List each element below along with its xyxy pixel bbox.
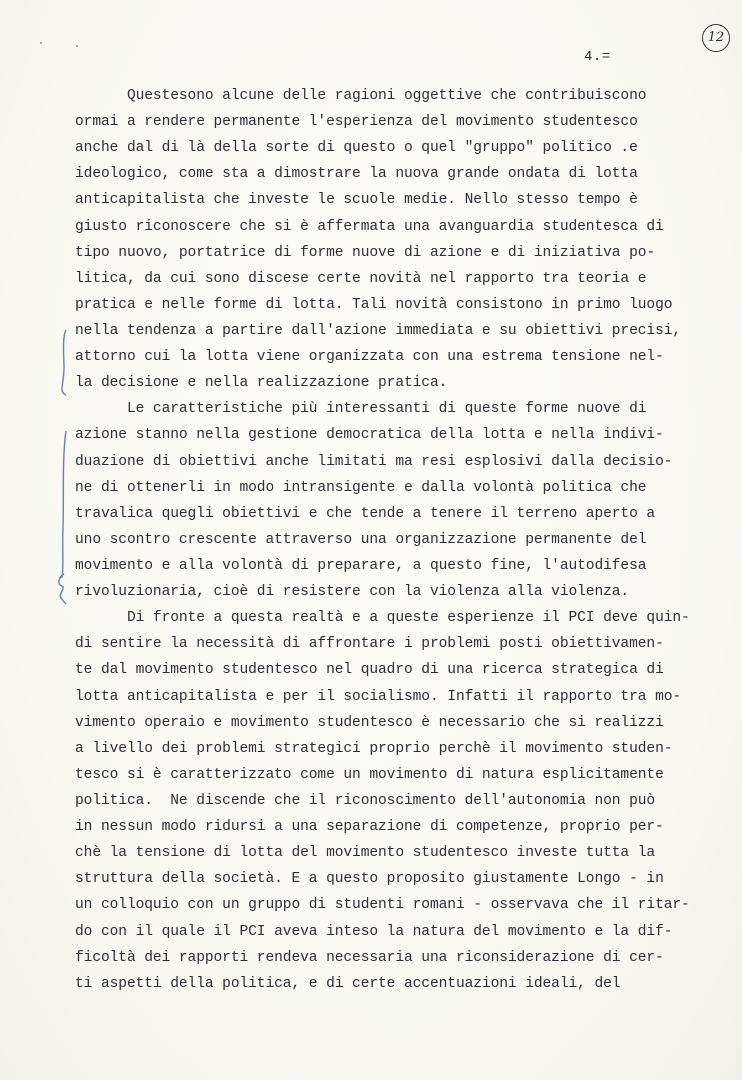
text-line: te dal movimento studentesco nel quadro di una ricerca strategica di bbox=[75, 662, 664, 679]
text-line: ormai a rendere permanente l'esperienza del movimento studentesco bbox=[75, 114, 638, 131]
text-line: di sentire la necessità di affrontare i problemi posti obiettivamen- bbox=[75, 636, 664, 653]
text-line: struttura della società. E a questo proposito giustamente Longo - in bbox=[75, 871, 664, 888]
body-text bbox=[75, 83, 715, 997]
text-line: azione stanno nella gestione democratica della lotta e nella indivi- bbox=[75, 427, 664, 444]
text-line: ficoltà dei rapporti rendeva necessaria una riconsiderazione di cer- bbox=[75, 949, 664, 966]
text-line: Questesono alcune delle ragioni oggettive che contribuiscono bbox=[75, 88, 647, 104]
text-line: attorno cui la lotta viene organizzata con una estrema tensione nel- bbox=[75, 349, 664, 366]
text-line: a livello dei problemi strategici proprio perchè il movimento studen- bbox=[75, 740, 673, 757]
text-line: duazione di obiettivi anche limitati ma resi esplosivi dalla decisio- bbox=[75, 453, 673, 470]
margin-bracket-1 bbox=[56, 327, 76, 397]
text-line: anche dal di là della sorte di questo o quel "gruppo" politico .e bbox=[75, 140, 638, 157]
text-line: politica. Ne discende che il riconoscimento dell'autonomia non può bbox=[75, 792, 656, 809]
text-line: pratica e nelle forme di lotta. Tali novità consistono in primo luogo bbox=[75, 296, 673, 313]
text-line: anticapitalista che investe le scuole medie. Nello stesso tempo è bbox=[75, 192, 638, 209]
page-number: 4.= bbox=[584, 49, 611, 65]
text-line: ti aspetti della politica, e di certe accentuazioni ideali, del bbox=[75, 975, 621, 992]
text-line: vimento operaio e movimento studentesco è necessario che si realizzi bbox=[75, 714, 664, 731]
margin-bracket-2 bbox=[54, 428, 74, 608]
text-line: tesco si è caratterizzato come un movimento di natura esplicitamente bbox=[75, 766, 664, 783]
text-line: Le caratteristiche più interessanti di queste forme nuove di bbox=[75, 401, 647, 418]
text-line: travalica quegli obiettivi e che tende a tenere il terreno aperto a bbox=[75, 505, 656, 522]
folio-stamp: 12 bbox=[702, 24, 730, 52]
paper-speck bbox=[76, 45, 78, 47]
text-line: do con il quale il PCI aveva inteso la natura del movimento e la dif- bbox=[75, 923, 673, 940]
text-line: litica, da cui sono discese certe novità nel rapporto tra teoria e bbox=[75, 270, 647, 287]
text-line: Di fronte a questa realtà e a queste esperienze il PCI deve quin- bbox=[75, 610, 690, 627]
text-line: ne di ottenerli in modo intransigente e dalla volontà politica che bbox=[75, 479, 647, 496]
text-line: chè la tensione di lotta del movimento studentesco investe tutta la bbox=[75, 845, 656, 862]
text-line: giusto riconoscere che si è affermata una avanguardia studentesca di bbox=[75, 218, 664, 235]
text-line: movimento e alla volontà di preparare, a questo fine, l'autodifesa bbox=[75, 557, 647, 574]
text-line: un colloquio con un gruppo di studenti romani - osservava che il ritar- bbox=[75, 897, 690, 914]
text-line: lotta anticapitalista e per il socialismo. Infatti il rapporto tra mo- bbox=[75, 688, 682, 705]
text-line: rivoluzionaria, cioè di resistere con la violenza alla violenza. bbox=[75, 584, 630, 601]
text-line: tipo nuovo, portatrice di forme nuove di azione e di iniziativa po- bbox=[75, 244, 656, 261]
text-line: ideologico, come sta a dimostrare la nuova grande ondata di lotta bbox=[75, 166, 638, 183]
paper-speck bbox=[40, 42, 42, 44]
text-line: nella tendenza a partire dall'azione immediata e su obiettivi precisi, bbox=[75, 322, 682, 339]
text-line: in nessun modo ridursi a una separazione di competenze, proprio per- bbox=[75, 819, 664, 836]
text-line: uno scontro crescente attraverso una organizzazione permanente del bbox=[75, 531, 647, 548]
text-line: la decisione e nella realizzazione pratica. bbox=[75, 375, 448, 392]
